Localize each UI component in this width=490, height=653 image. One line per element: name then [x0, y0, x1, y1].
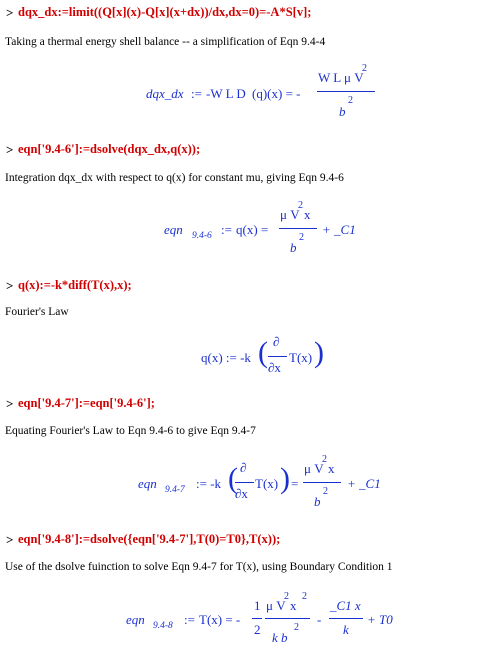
comment-text-1[interactable]: Taking a thermal energy shell balance -- a simplification of Eqn 9.4-4: [5, 36, 326, 48]
fraction-bar: [252, 618, 262, 619]
left-paren: (: [228, 462, 238, 495]
math-assign: :=: [191, 86, 202, 101]
math-f1-den: 2: [254, 622, 261, 637]
math-f2-num: μ V: [266, 598, 286, 613]
math-mid: q(x) =: [236, 222, 269, 237]
math-numerator: W L μ V: [318, 70, 364, 85]
prompt-icon: >: [6, 532, 14, 547]
math-lhs: q(x) := -k: [201, 350, 251, 365]
math-f2-den-sup: 2: [294, 622, 299, 633]
math-f2-num-sup: 2: [284, 591, 289, 602]
math-assign: :=: [184, 612, 195, 627]
math-den-sup: 2: [348, 95, 353, 106]
math-f2-num-sup2: 2: [302, 591, 307, 602]
math-d-den: ∂x: [268, 360, 281, 375]
math-lhs-sub: 9.4-8: [153, 621, 173, 631]
math-denominator: b: [290, 240, 297, 255]
input-command-3[interactable]: q(x):=-k*diff(T(x),x);: [18, 278, 132, 292]
math-numerator: μ V: [280, 207, 300, 222]
math-num-sup: 2: [322, 454, 327, 465]
prompt-icon: >: [6, 396, 14, 411]
math-mid: T(x) = -: [199, 612, 241, 627]
math-den-sup: 2: [299, 232, 304, 243]
fraction-bar: [265, 618, 310, 619]
comment-text-2[interactable]: Integration dqx_dx with respect to q(x) for constant mu, giving Eqn 9.4-6: [5, 172, 344, 184]
math-assign: :=: [221, 222, 232, 237]
math-lhs: eqn: [164, 222, 183, 237]
math-f3-den: k: [343, 622, 349, 637]
math-d-num: ∂: [240, 460, 247, 475]
prompt-icon: >: [6, 278, 14, 293]
input-command-4[interactable]: eqn['9.4-7']:=eqn['9.4-6'];: [18, 396, 155, 410]
math-equals: =: [291, 476, 299, 491]
left-paren: (: [258, 336, 268, 369]
math-f2-den: k b: [272, 630, 288, 645]
comment-text-4[interactable]: Equating Fourier's Law to Eqn 9.4-6 to give Eqn 9.4-7: [5, 425, 256, 437]
math-den-sup: 2: [323, 486, 328, 497]
math-denominator: b: [314, 494, 321, 509]
input-command-5[interactable]: eqn['9.4-8']:=dsolve({eqn['9.4-7'],T(0)=T0},T(x));: [18, 532, 281, 546]
math-lhs: eqn: [138, 476, 157, 491]
math-function: T(x): [289, 350, 313, 365]
math-tail: + _C1: [322, 222, 356, 237]
math-numerator: μ V: [304, 461, 324, 476]
math-mid-b: (q)(x) = -: [252, 86, 301, 101]
math-tail: + _C1: [347, 476, 381, 491]
math-num-b: x: [328, 461, 335, 476]
right-paren: ): [314, 336, 324, 369]
fraction-bar: [329, 618, 363, 619]
math-num-sup: 2: [362, 63, 367, 74]
prompt-icon: >: [6, 5, 14, 20]
math-minus: -: [317, 612, 322, 627]
math-d-num: ∂: [273, 334, 280, 349]
prompt-icon: >: [6, 142, 14, 157]
math-lhs: dqx_dx: [146, 86, 184, 101]
comment-text-3[interactable]: Fourier's Law: [5, 306, 69, 318]
math-tail: + T0: [367, 612, 393, 627]
math-mid-a: -W L D: [206, 86, 246, 101]
input-command-2[interactable]: eqn['9.4-6']:=dsolve(dqx_dx,q(x));: [18, 142, 201, 156]
comment-text-5[interactable]: Use of the dsolve fuinction to solve Eqn 9.4-7 for T(x), using Boundary Condition 1: [5, 561, 393, 573]
math-lhs-sub: 9.4-7: [165, 485, 185, 495]
math-assign: := -k: [196, 476, 222, 491]
math-num-b: x: [304, 207, 311, 222]
math-function: T(x): [255, 476, 279, 491]
math-f1-num: 1: [254, 598, 261, 613]
math-denominator: b: [339, 104, 346, 119]
math-num-sup: 2: [298, 200, 303, 211]
math-lhs: eqn: [126, 612, 145, 627]
input-command-1[interactable]: dqx_dx:=limit((Q[x](x)-Q[x](x+dx))/dx,dx=0)=-A*S[v];: [18, 5, 312, 19]
math-lhs-sub: 9.4-6: [192, 231, 212, 241]
math-f2-num-b: x: [290, 598, 297, 613]
math-d-den: ∂x: [235, 486, 248, 501]
math-f3-num: _C1 x: [330, 598, 361, 613]
right-paren: ): [280, 462, 290, 495]
